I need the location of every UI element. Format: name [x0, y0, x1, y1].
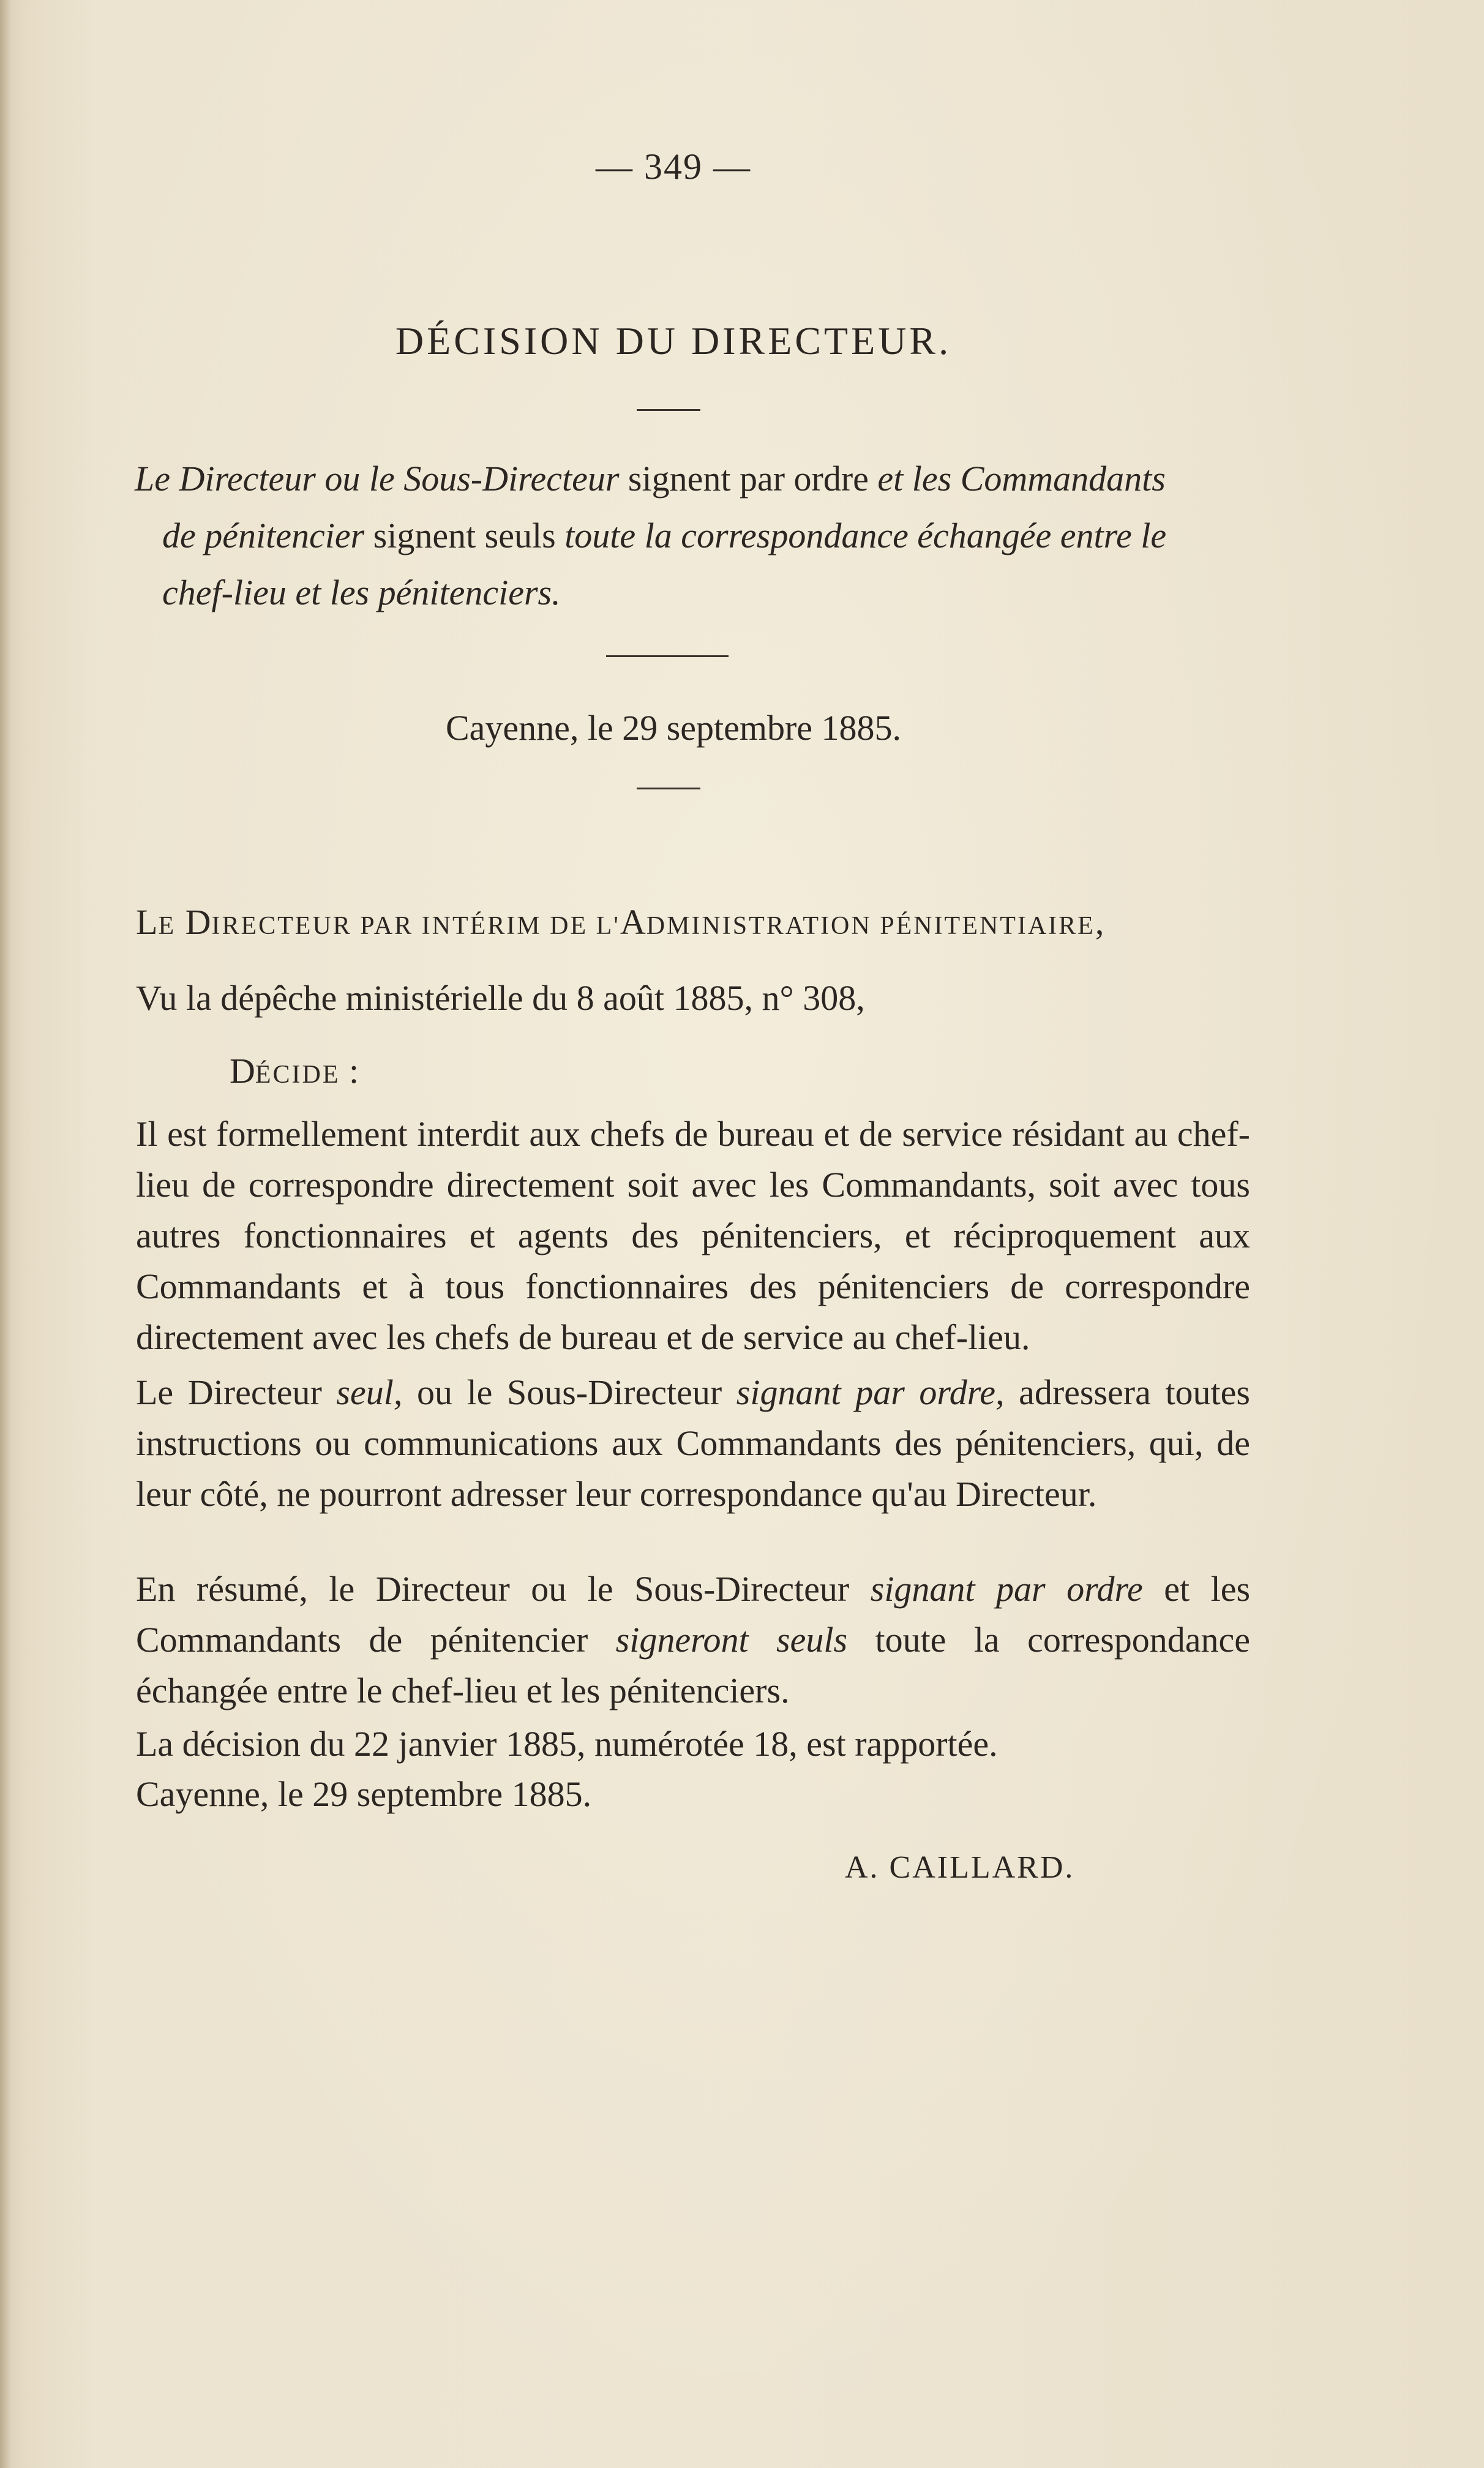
document-title: DÉCISION DU DIRECTEUR.	[395, 319, 952, 363]
binding-edge	[0, 0, 11, 2468]
issuing-authority: LE DIRECTEUR PAR INTÉRIM DE L'ADMINISTRATION PÉNITENTIAIRE,	[136, 902, 1105, 942]
summary-line-2: de pénitencier signent seuls toute la correspondance échangée entre le	[162, 516, 1167, 555]
article-paragraph-2: Le Directeur seul, ou le Sous-Directeur signant par ordre, adressera toutes instructions ou communications aux Commandants des pénitenciers, qui, de leur côté, ne pourront adresser leur correspondance qu'au Directeur.	[136, 1372, 1250, 1514]
visa-reference: Vu la dépêche ministérielle du 8 août 1885, n° 308,	[136, 978, 865, 1018]
decide-heading: DÉCIDE :	[230, 1051, 359, 1091]
closing-place-date: Cayenne, le 29 septembre 1885.	[136, 1774, 592, 1814]
summary-line-3: chef-lieu et les pénitenciers.	[162, 573, 561, 612]
article-paragraph-4: La décision du 22 janvier 1885, numérotée 18, est rapportée.	[136, 1724, 998, 1764]
date-rule	[637, 788, 700, 789]
article-paragraph-1: Il est formellement interdit aux chefs de bureau et de service résidant au chef-lieu de correspondre directement soit avec les Commandants, soit avec tous autres fonctionnaires et agents des pénitenciers, et réciproquement aux Commandants et à tous fonctionnaires des pénitenciers de correspondre directement avec les chefs de bureau et de service au chef-lieu.	[136, 1114, 1250, 1357]
place-date-header: Cayenne, le 29 septembre 1885.	[445, 708, 902, 748]
title-rule	[637, 409, 700, 411]
summary-line-1: Le Directeur ou le Sous-Directeur signent par ordre et les Commandants	[135, 459, 1166, 498]
summary-rule	[606, 655, 729, 657]
signature: A. CAILLARD.	[845, 1850, 1075, 1885]
article-paragraph-3: En résumé, le Directeur ou le Sous-Directeur signant par ordre et les Commandants de pénitencier signeront seuls toute la correspondance échangée entre le chef-lieu et les pénitenciers.	[136, 1569, 1251, 1710]
page-number: — 349 —	[596, 146, 751, 187]
decision-summary	[135, 450, 1255, 621]
